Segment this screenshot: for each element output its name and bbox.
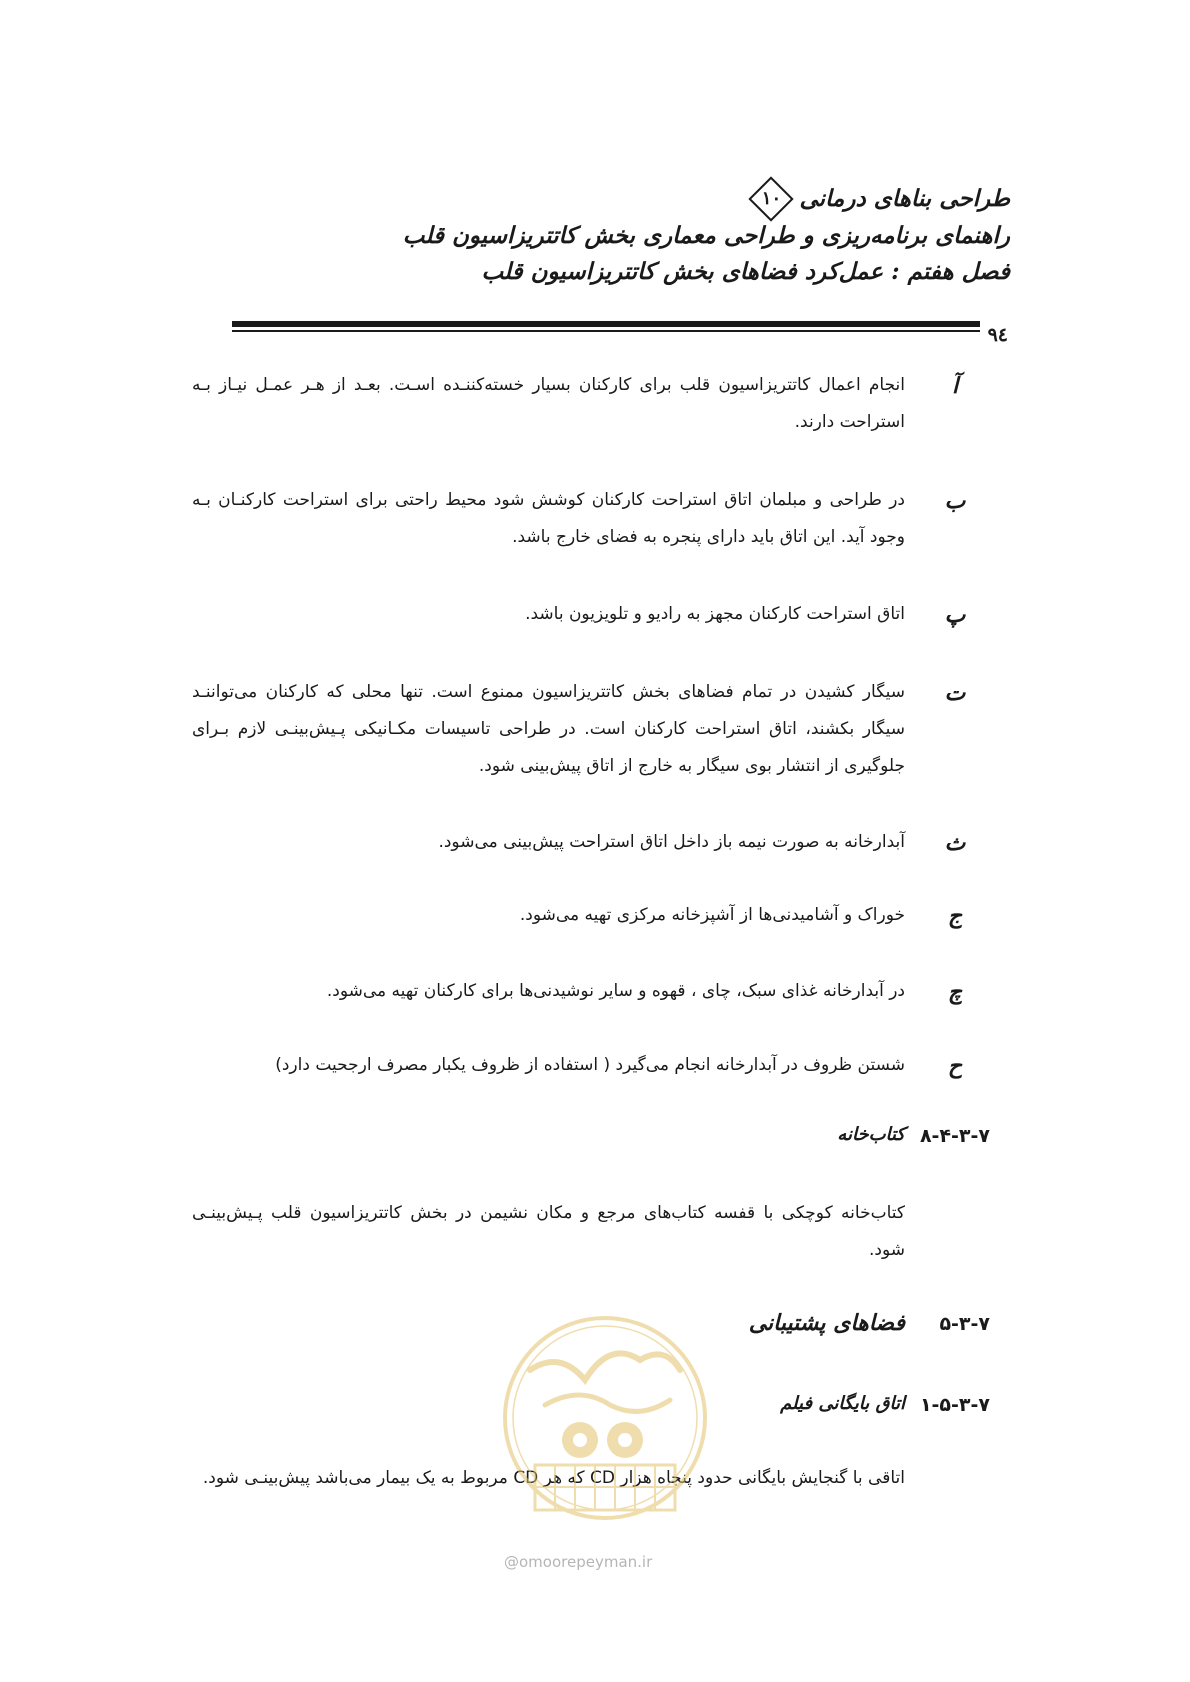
section-paragraph: کتاب‌خانه کوچکی با قفسه کتاب‌های مرجع و مکان نشیمن در بخش کاتتریزاسیون قلب پـیش‌بینـی شود. [192, 1203, 905, 1260]
volume-number: ۱۰ [761, 188, 782, 209]
list-item-text: در طراحی و مبلمان اتاق استراحت کارکنان کوشش شود محیط راحتی برای استراحت کارکنـان بـه وجود آید. این اتاق باید دارای پنجره به فضای خارج باشد. [192, 490, 905, 547]
watermark-site: @omoorepeyman.ir [504, 1553, 653, 1571]
header-series-title: طراحی بناهای درمانی [799, 185, 1010, 212]
list-marker: چ [947, 979, 963, 1005]
list-marker: ج [947, 903, 963, 929]
list-item-text: در آبدارخانه غذای سبک، چای ، قهوه و سایر نوشیدنی‌ها برای کارکنان تهیه می‌شود. [326, 981, 905, 1001]
section-title: فضاهای پشتیبانی [748, 1310, 905, 1336]
list-item-text: انجام اعمال کاتتریزاسیون قلب برای کارکنان بسیار خسته‌کننـده اسـت. بعـد از هـر عمـل نیـاز بـه استراحت دارند. [192, 375, 905, 432]
section-paragraph: اتاقی با گنجایش بایگانی حدود پنجاه هزار CD که هر CD مربوط به یک بیمار می‌باشد پیش‌بینـی شود. [202, 1468, 905, 1488]
running-header [310, 180, 1010, 290]
section-number: ۸-۴-۳-۷ [919, 1125, 990, 1147]
header-rule-thin [232, 330, 980, 332]
list-marker: ح [947, 1053, 963, 1079]
list-item-text: سیگار کشیدن در تمام فضاهای بخش کاتتریزاسیون ممنوع است. تنها محلی که کارکنان می‌تواننـد سیگار بکشند، اتاق استراحت کارکنان است. در طراحی تاسیسات مکـانیکی پـیش‌بینـی لازم بـرای جلوگیری از انتشار بوی سیگار به خارج از اتاق پیش‌بینی شود. [192, 682, 905, 776]
list-item-text: خوراک و آشامیدنی‌ها از آشپزخانه مرکزی تهیه می‌شود. [519, 905, 905, 925]
watermark-logo [490, 1300, 720, 1540]
list-item-text: آبدارخانه به صورت نیمه باز داخل اتاق استراحت پیش‌بینی می‌شود. [438, 832, 905, 852]
list-item-text: شستن ظروف در آبدارخانه انجام می‌گیرد ( استفاده از ظروف یکبار مصرف ارجحیت دارد) [275, 1055, 905, 1075]
section-title: کتاب‌خانه [837, 1124, 905, 1145]
list-marker: ث [944, 830, 966, 856]
list-item-text: اتاق استراحت کارکنان مجهز به رادیو و تلویزیون باشد. [525, 604, 905, 624]
page-number: ۹٤ [987, 324, 1008, 346]
section-number: ۱-۵-۳-۷ [919, 1394, 990, 1416]
header-line-2: راهنمای برنامه‌ریزی و طراحی معماری بخش کاتتریزاسیون قلب [402, 222, 1010, 249]
section-number: ۵-۳-۷ [939, 1313, 990, 1335]
list-marker: ت [944, 680, 966, 706]
list-marker: آ [951, 373, 959, 399]
header-line-3: فصل هفتم : عمل‌کرد فضاهای بخش کاتتریزاسیون قلب [481, 258, 1010, 285]
list-marker: پ [944, 602, 966, 628]
header-line-1 [310, 180, 1010, 218]
list-marker: ب [944, 488, 966, 514]
volume-number-diamond [747, 180, 795, 218]
section-title: اتاق بایگانی فیلم [780, 1393, 905, 1414]
header-rule-thick [232, 321, 980, 327]
